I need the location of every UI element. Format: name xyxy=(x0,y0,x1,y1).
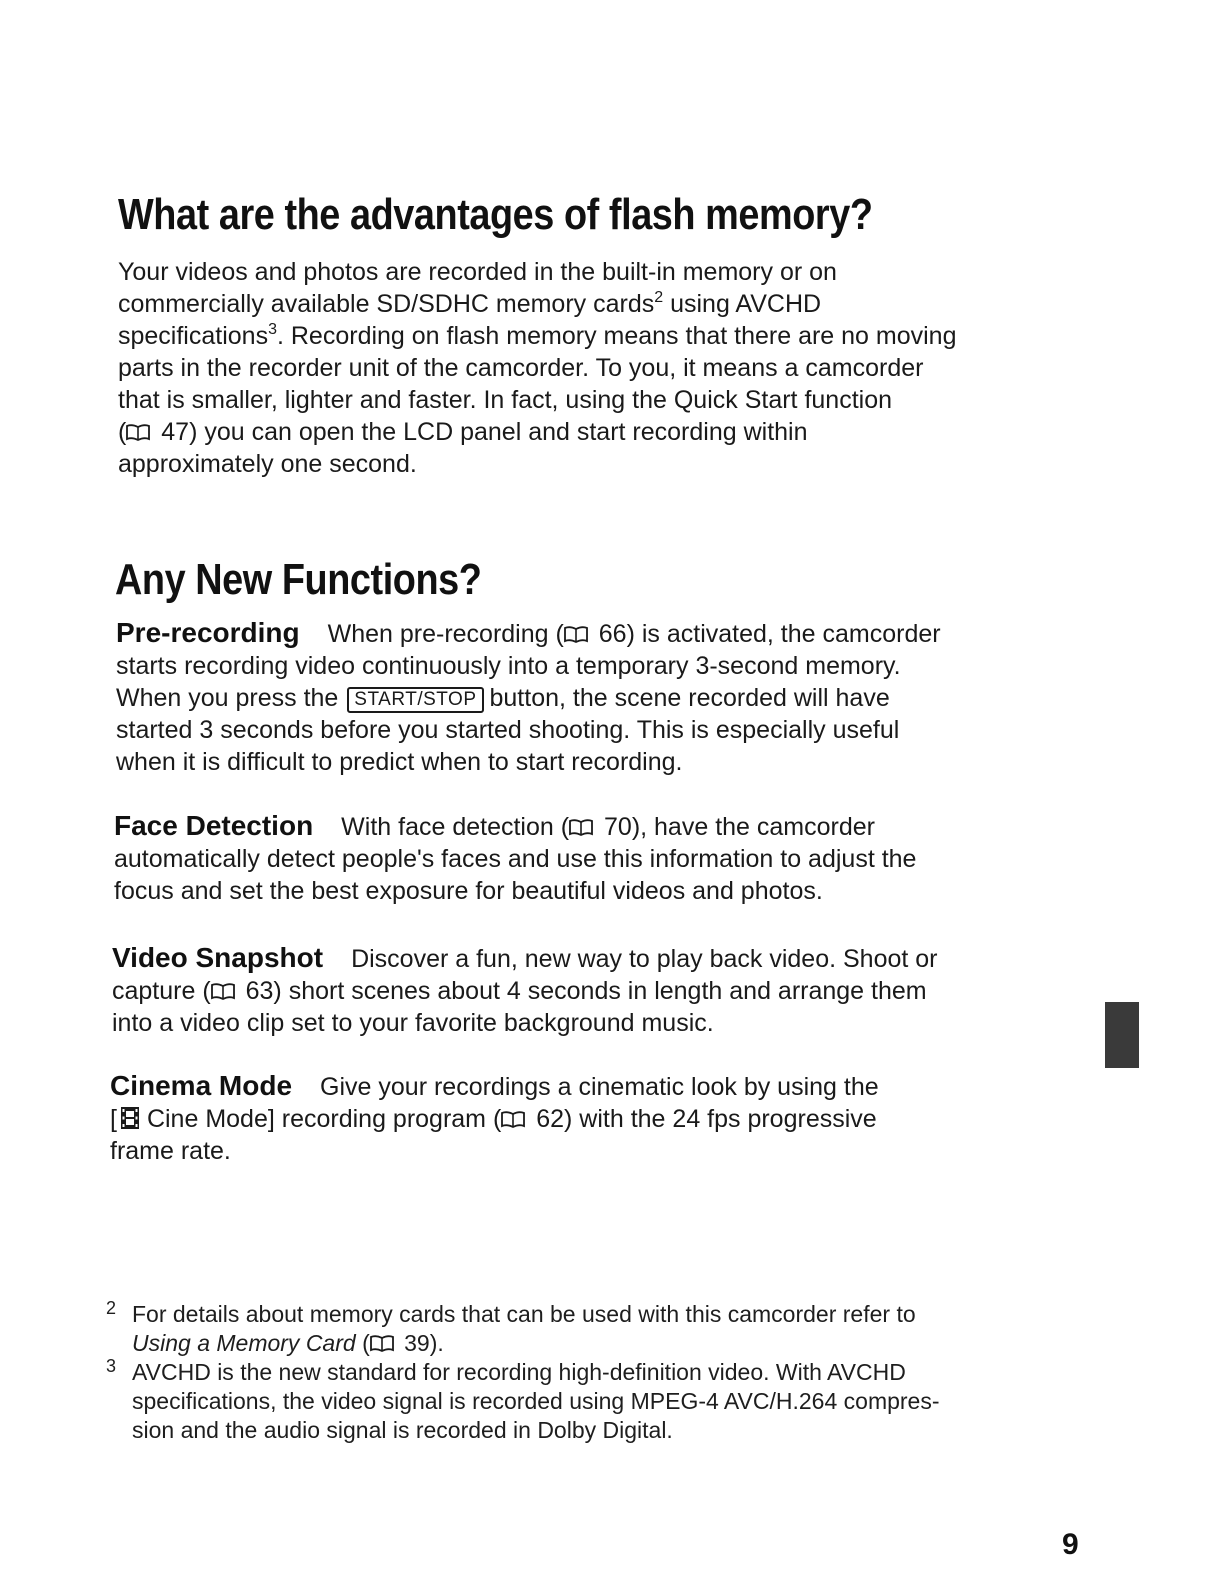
text-line xyxy=(112,942,1087,975)
text-line xyxy=(112,975,1087,1007)
text-line: For details about memory cards that can be used with this camcorder refer to xyxy=(132,1301,916,1327)
reference-title: Using a Memory Card xyxy=(132,1330,356,1356)
feature-pre-recording xyxy=(116,617,1091,778)
text-line: started 3 seconds before you started shooting. This is especially useful xyxy=(116,716,900,744)
text-line: specifications, the video signal is recorded using MPEG-4 AVC/H.264 compres- xyxy=(132,1388,940,1414)
book-reference-icon xyxy=(211,983,235,1000)
text-fragment: using AVCHD xyxy=(663,290,822,318)
text-fragment: Give your recordings a cinematic look by using the xyxy=(320,1073,879,1101)
footnote-number: 3 xyxy=(106,1356,117,1376)
paragraph-flash-memory xyxy=(118,256,1093,480)
text-line xyxy=(118,320,1093,352)
footnote-number: 2 xyxy=(106,1298,117,1318)
text-fragment: button, the scene recorded will have xyxy=(489,684,890,712)
feature-cinema-mode xyxy=(110,1070,1085,1167)
text-fragment: Discover a fun, new way to play back video. Shoot or xyxy=(351,945,938,973)
text-line: that is smaller, lighter and faster. In fact, using the Quick Start function xyxy=(118,386,892,414)
text-fragment: When pre-recording ( xyxy=(327,620,564,648)
text-line: into a video clip set to your favorite background music. xyxy=(112,1009,714,1037)
text-line: AVCHD is the new standard for recording high-definition video. With AVCHD xyxy=(132,1359,906,1385)
feature-face-detection xyxy=(114,810,1089,907)
term-face-detection: Face Detection xyxy=(114,810,314,841)
text-line xyxy=(110,1103,1085,1135)
footnote-2 xyxy=(106,1300,1066,1358)
term-cinema-mode: Cinema Mode xyxy=(110,1070,293,1101)
text-line xyxy=(116,682,1091,714)
text-fragment: Cine Mode] recording program ( xyxy=(146,1105,502,1133)
heading-new-functions: Any New Functions? xyxy=(115,555,482,604)
text-line xyxy=(114,810,1089,843)
book-reference-icon xyxy=(564,626,588,643)
text-fragment: capture ( xyxy=(112,977,211,1005)
text-fragment: 66) is activated, the camcorder xyxy=(591,620,941,648)
start-stop-key-label: START/STOP xyxy=(347,687,483,713)
text-fragment: When you press the xyxy=(116,684,339,712)
footnote-ref-3: 3 xyxy=(268,321,277,338)
text-fragment: 47) you can open the LCD panel and start recording within xyxy=(154,418,808,446)
page-number: 9 xyxy=(1062,1528,1079,1561)
text-fragment: [ xyxy=(110,1105,117,1133)
text-line xyxy=(132,1329,1066,1358)
text-line: automatically detect people's faces and use this information to adjust the xyxy=(114,845,917,873)
text-fragment: . Recording on flash memory means that there are no moving xyxy=(276,322,957,350)
text-fragment: ( xyxy=(355,1330,370,1356)
heading-flash-memory: What are the advantages of flash memory? xyxy=(118,190,873,239)
book-reference-icon xyxy=(126,424,150,441)
text-line: parts in the recorder unit of the camcorder. To you, it means a camcorder xyxy=(118,354,924,382)
text-line: starts recording video continuously into a temporary 3-second memory. xyxy=(116,652,901,680)
text-fragment: ( xyxy=(118,418,127,446)
text-line: Your videos and photos are recorded in the built-in memory or on xyxy=(118,258,837,286)
book-reference-icon xyxy=(501,1111,525,1128)
text-fragment: With face detection ( xyxy=(341,813,570,841)
text-line xyxy=(116,617,1091,650)
text-line: focus and set the best exposure for beautiful videos and photos. xyxy=(114,877,823,905)
term-pre-recording: Pre-recording xyxy=(116,617,300,648)
text-line: when it is difficult to predict when to start recording. xyxy=(116,748,683,776)
book-reference-icon xyxy=(569,819,593,836)
text-line: sion and the audio signal is recorded in Dolby Digital. xyxy=(132,1417,673,1443)
film-cine-mode-icon xyxy=(119,1106,141,1130)
text-fragment: 63) short scenes about 4 seconds in length and arrange them xyxy=(238,977,927,1005)
term-video-snapshot: Video Snapshot xyxy=(112,942,324,973)
text-line xyxy=(110,1070,1085,1103)
text-line xyxy=(118,288,1093,320)
chapter-thumb-tab xyxy=(1105,1002,1139,1068)
text-fragment: commercially available SD/SDHC memory cards xyxy=(118,290,655,318)
feature-video-snapshot xyxy=(112,942,1087,1039)
text-line xyxy=(118,416,1093,448)
footnote-3 xyxy=(106,1358,1066,1445)
text-fragment: specifications xyxy=(118,322,269,350)
text-line: approximately one second. xyxy=(118,450,417,478)
footnote-ref-2: 2 xyxy=(654,289,664,306)
text-fragment: 39). xyxy=(397,1330,444,1356)
book-reference-icon xyxy=(370,1335,394,1352)
footnotes xyxy=(106,1300,1066,1445)
text-line: frame rate. xyxy=(110,1137,231,1165)
text-fragment: 62) with the 24 fps progressive xyxy=(529,1105,877,1133)
text-fragment: 70), have the camcorder xyxy=(597,813,875,841)
